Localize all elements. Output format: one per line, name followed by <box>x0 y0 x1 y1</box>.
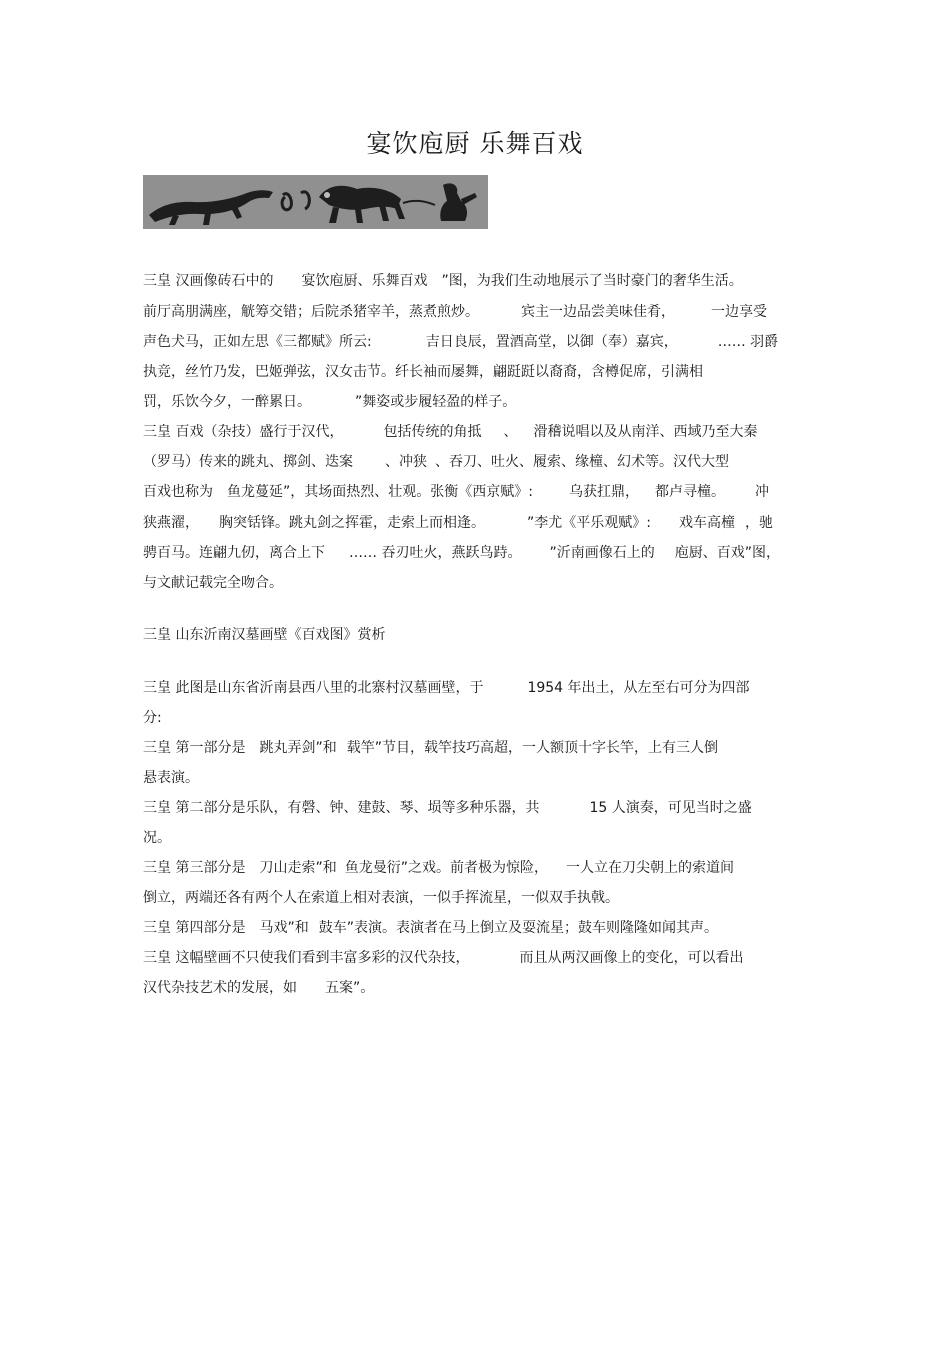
paragraph-line: 三皇 汉画像砖石中的 宴饮庖厨、乐舞百戏 ”图，为我们生动地展示了当时豪门的奢华生活。 <box>143 273 743 289</box>
page-title: 宴饮庖厨 乐舞百戏 <box>366 129 584 158</box>
paragraph-line: 三皇 这幅壁画不只使我们看到丰富多彩的汉代杂技， 而且从两汉画像上的变化，可以看出 <box>143 950 744 966</box>
paragraph-line: 前厅高朋满座，觥筹交错；后院杀猪宰羊，蒸煮煎炒。 宾主一边品尝美味佳肴， 一边享受 <box>143 304 767 320</box>
section-heading: 三皇 山东沂南汉墓画壁《百戏图》赏析 <box>143 627 386 643</box>
stone-rubbing-image <box>143 175 488 229</box>
paragraph-line: 三皇 第一部分是 跳丸弄剑”和 载竿”节目，载竿技巧高超，一人额顶十字长竿，上有三人倒 <box>143 740 718 756</box>
paragraph-line: 罚，乐饮今夕，一醉累日。 ”舞姿或步履轻盈的样子。 <box>143 394 517 410</box>
paragraph-line: 分: <box>143 710 162 726</box>
paragraph-line: 狭燕濯， 胸突铦锋。跳丸剑之挥霍，走索上而相逢。 ”李尤《平乐观赋》: 戏车高橦 ，驰 <box>143 515 773 531</box>
paragraph-line: 三皇 第三部分是 刀山走索”和 鱼龙曼衍”之戏。前者极为惊险， 一人立在刀尖朝上的索道间 <box>143 860 734 876</box>
paragraph-line: 骋百马。连翩九仞，离合上下 …… 吞刃吐火，燕跃鸟跱。 ”沂南画像石上的 庖厨、百戏”图， <box>143 545 780 561</box>
paragraph-line: 与文献记载完全吻合。 <box>143 575 283 591</box>
paragraph-line: 三皇 百戏（杂技）盛行于汉代， 包括传统的角抵 、 滑稽说唱以及从南洋、西域乃至大秦 <box>143 424 758 440</box>
paragraph-line: 执竞，丝竹乃发，巴姬弹弦，汉女击节。纤长袖而屡舞，翩跹跹以裔裔，含樽促席，引满相 <box>143 364 703 380</box>
paragraph-line: 声色犬马，正如左思《三都赋》所云: 吉日良辰，置酒高堂，以御（奉）嘉宾， …… 羽爵 <box>143 334 779 350</box>
paragraph-line: （罗马）传来的跳丸、掷剑、迭案 、冲狭 、吞刀、吐火、履索、缘橦、幻术等。汉代大型 <box>143 454 729 470</box>
paragraph-line: 百戏也称为 鱼龙蔓延”，其场面热烈、壮观。张衡《西京赋》: 乌获扛鼎， 都卢寻橦。 冲 <box>143 484 769 500</box>
paragraph-line: 悬表演。 <box>143 770 199 786</box>
paragraph-line: 汉代杂技艺术的发展，如 五案”。 <box>143 980 375 996</box>
paragraph-line: 倒立，两端还各有两个人在索道上相对表演，一似手挥流星，一似双手执戟。 <box>143 890 619 906</box>
paragraph-line: 三皇 第四部分是 马戏”和 鼓车”表演。表演者在马上倒立及耍流星；鼓车则隆隆如闻其声。 <box>143 920 718 936</box>
paragraph-line: 况。 <box>143 830 171 846</box>
paragraph-line: 三皇 第二部分是乐队，有磬、钟、建鼓、琴、埙等多种乐器，共 15 人演奏，可见当时之盛 <box>143 800 752 816</box>
paragraph-line: 三皇 此图是山东省沂南县西八里的北寨村汉墓画壁，于 1954 年出土，从左至右可分为四部 <box>143 680 750 696</box>
